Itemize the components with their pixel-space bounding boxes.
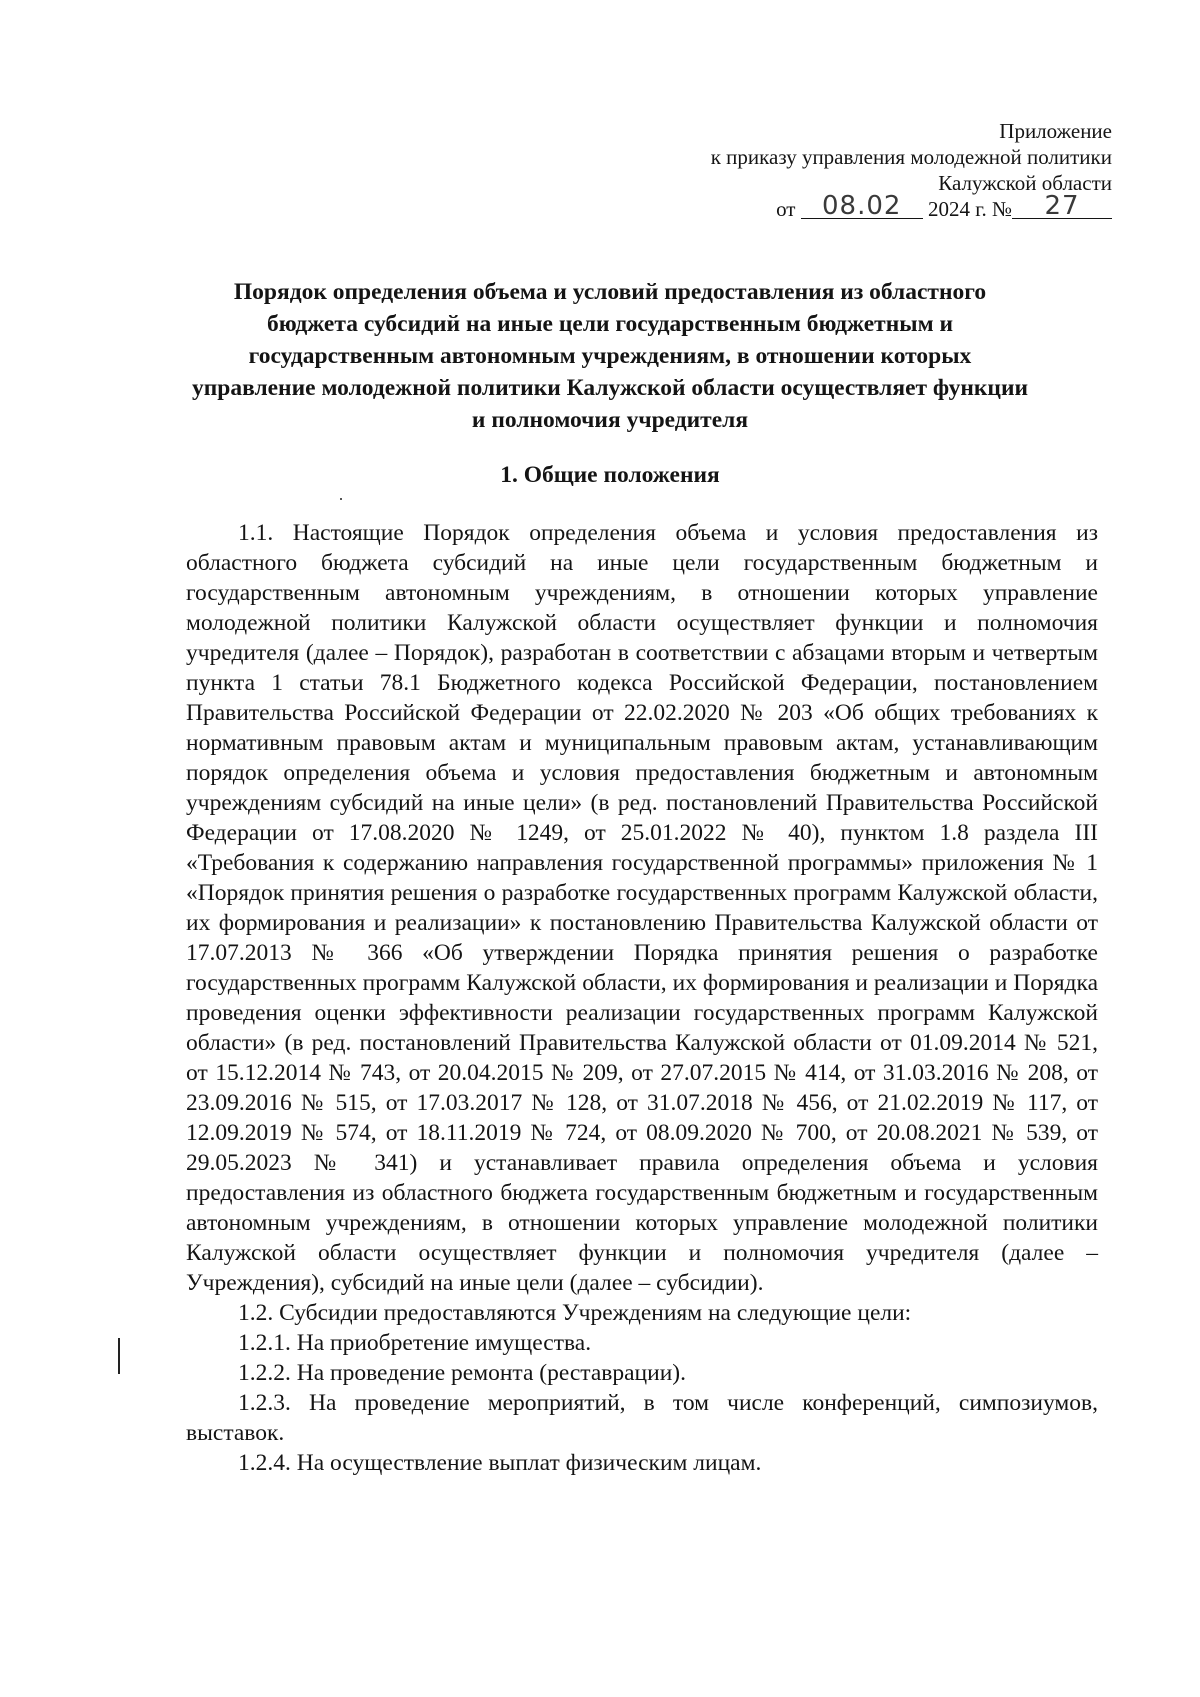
title-line: Порядок определения объема и условий предоставления из областного [233,279,987,305]
handwritten-date: 08.02 [822,191,902,221]
number-field [1012,191,1112,221]
title-line: государственным автономным учреждениям, в отношении которых [248,343,972,369]
title-line: управление молодежной политики Калужской области осуществляет функции [191,375,1029,401]
paragraph-1-2-1: 1.2.1. На приобретение имущества. [238,1330,592,1356]
date-field [801,191,923,221]
appendix-region: Калужской области [938,171,1112,195]
section-heading: 1. Общие положения [500,462,720,488]
paragraph-1-1: 1.1. Настоящие Порядок определения объема и условия предоставления из областного бюджета субсидий на иные цели государственным бюджетным и государственным автономным учреждениям, в отношении которых управление молодежной политики Калужской области осуществляет функции и полномочия учредителя (далее – Порядок), разработан в соответствии с абзацами вторым и четвертым пункта 1 статьи 78.1 Бюджетного кодекса Российской Федерации, постановлением Правительства Российской Федерации от 22.02.2020 № 203 «Об общих требованиях к нормативным правовым актам и муниципальным правовым актам, устанавливающим порядок определения объема и условия предоставления бюджетным и автономным учреждениям субсидий на иные цели» (в ред. постановлений Правительства Российской Федерации от 17.08.2020 № 1249, от 25.01.2022 № 40), пунктом 1.8 раздела III «Требования к содержанию направления государственной программы» приложения № 1 «Порядок принятия решения о разработке государственных программ Калужской области, их формирования и реализации» к постановлению Правительства Калужской области от 17.07.2013 № 366 «Об утверждении Порядка принятия решения о разработке государственных программ Калужской области, их формирования и реализации и Порядка проведения оценки эффективности реализации государственных программ Калужской области» (в ред. постановлений Правительства Калужской области от 01.09.2014 № 521, от 15.12.2014 № 743, от 20.04.2015 № 209, от 27.07.2015 № 414, от 31.03.2016 № 208, от 23.09.2016 № 515, от 17.03.2017 № 128, от 31.07.2018 № 456, от 21.02.2019 № 117, от 12.09.2019 № 574, от 18.11.2019 № 724, от 08.09.2020 № 700, от 20.08.2021 № 539, от 29.05.2023 № 341) и устанавливает правила определения объема и условия предоставления из областного бюджета государственным бюджетным и государственным автономным учреждениям, в отношении которых управление молодежной политики Калужской области осуществляет функции и полномочия учредителя (далее – Учреждения), субсидий на иные цели (далее – субсидии). [186,520,1098,1296]
appendix-block [711,118,1112,222]
title-line: и полномочия учредителя [471,407,749,433]
margin-mark [118,1338,120,1374]
year-number-label: 2024 г. № [927,197,1012,221]
paragraph-1-2-3: 1.2.3. На проведение мероприятий, в том числе конференций, симпозиумов, выставок. [186,1390,1098,1446]
paragraph-1-2-2: 1.2.2. На проведение ремонта (реставрации). [238,1360,686,1386]
paragraph-1-2-4: 1.2.4. На осуществление выплат физическим лицам. [238,1450,762,1476]
handwritten-number: 27 [1044,191,1080,221]
document-body [186,518,1098,1478]
paragraph-1-2: 1.2. Субсидии предоставляются Учреждениям на следующие цели: [238,1300,912,1326]
scan-speck [340,498,342,500]
appendix-label: Приложение [999,119,1112,143]
date-prefix: от [776,197,796,221]
appendix-date-line [711,191,1112,222]
appendix-order-reference: к приказу управления молодежной политики [710,145,1112,169]
title-line: бюджета субсидий на иные цели государственным бюджетным и [266,311,954,337]
document-title [150,276,1070,436]
